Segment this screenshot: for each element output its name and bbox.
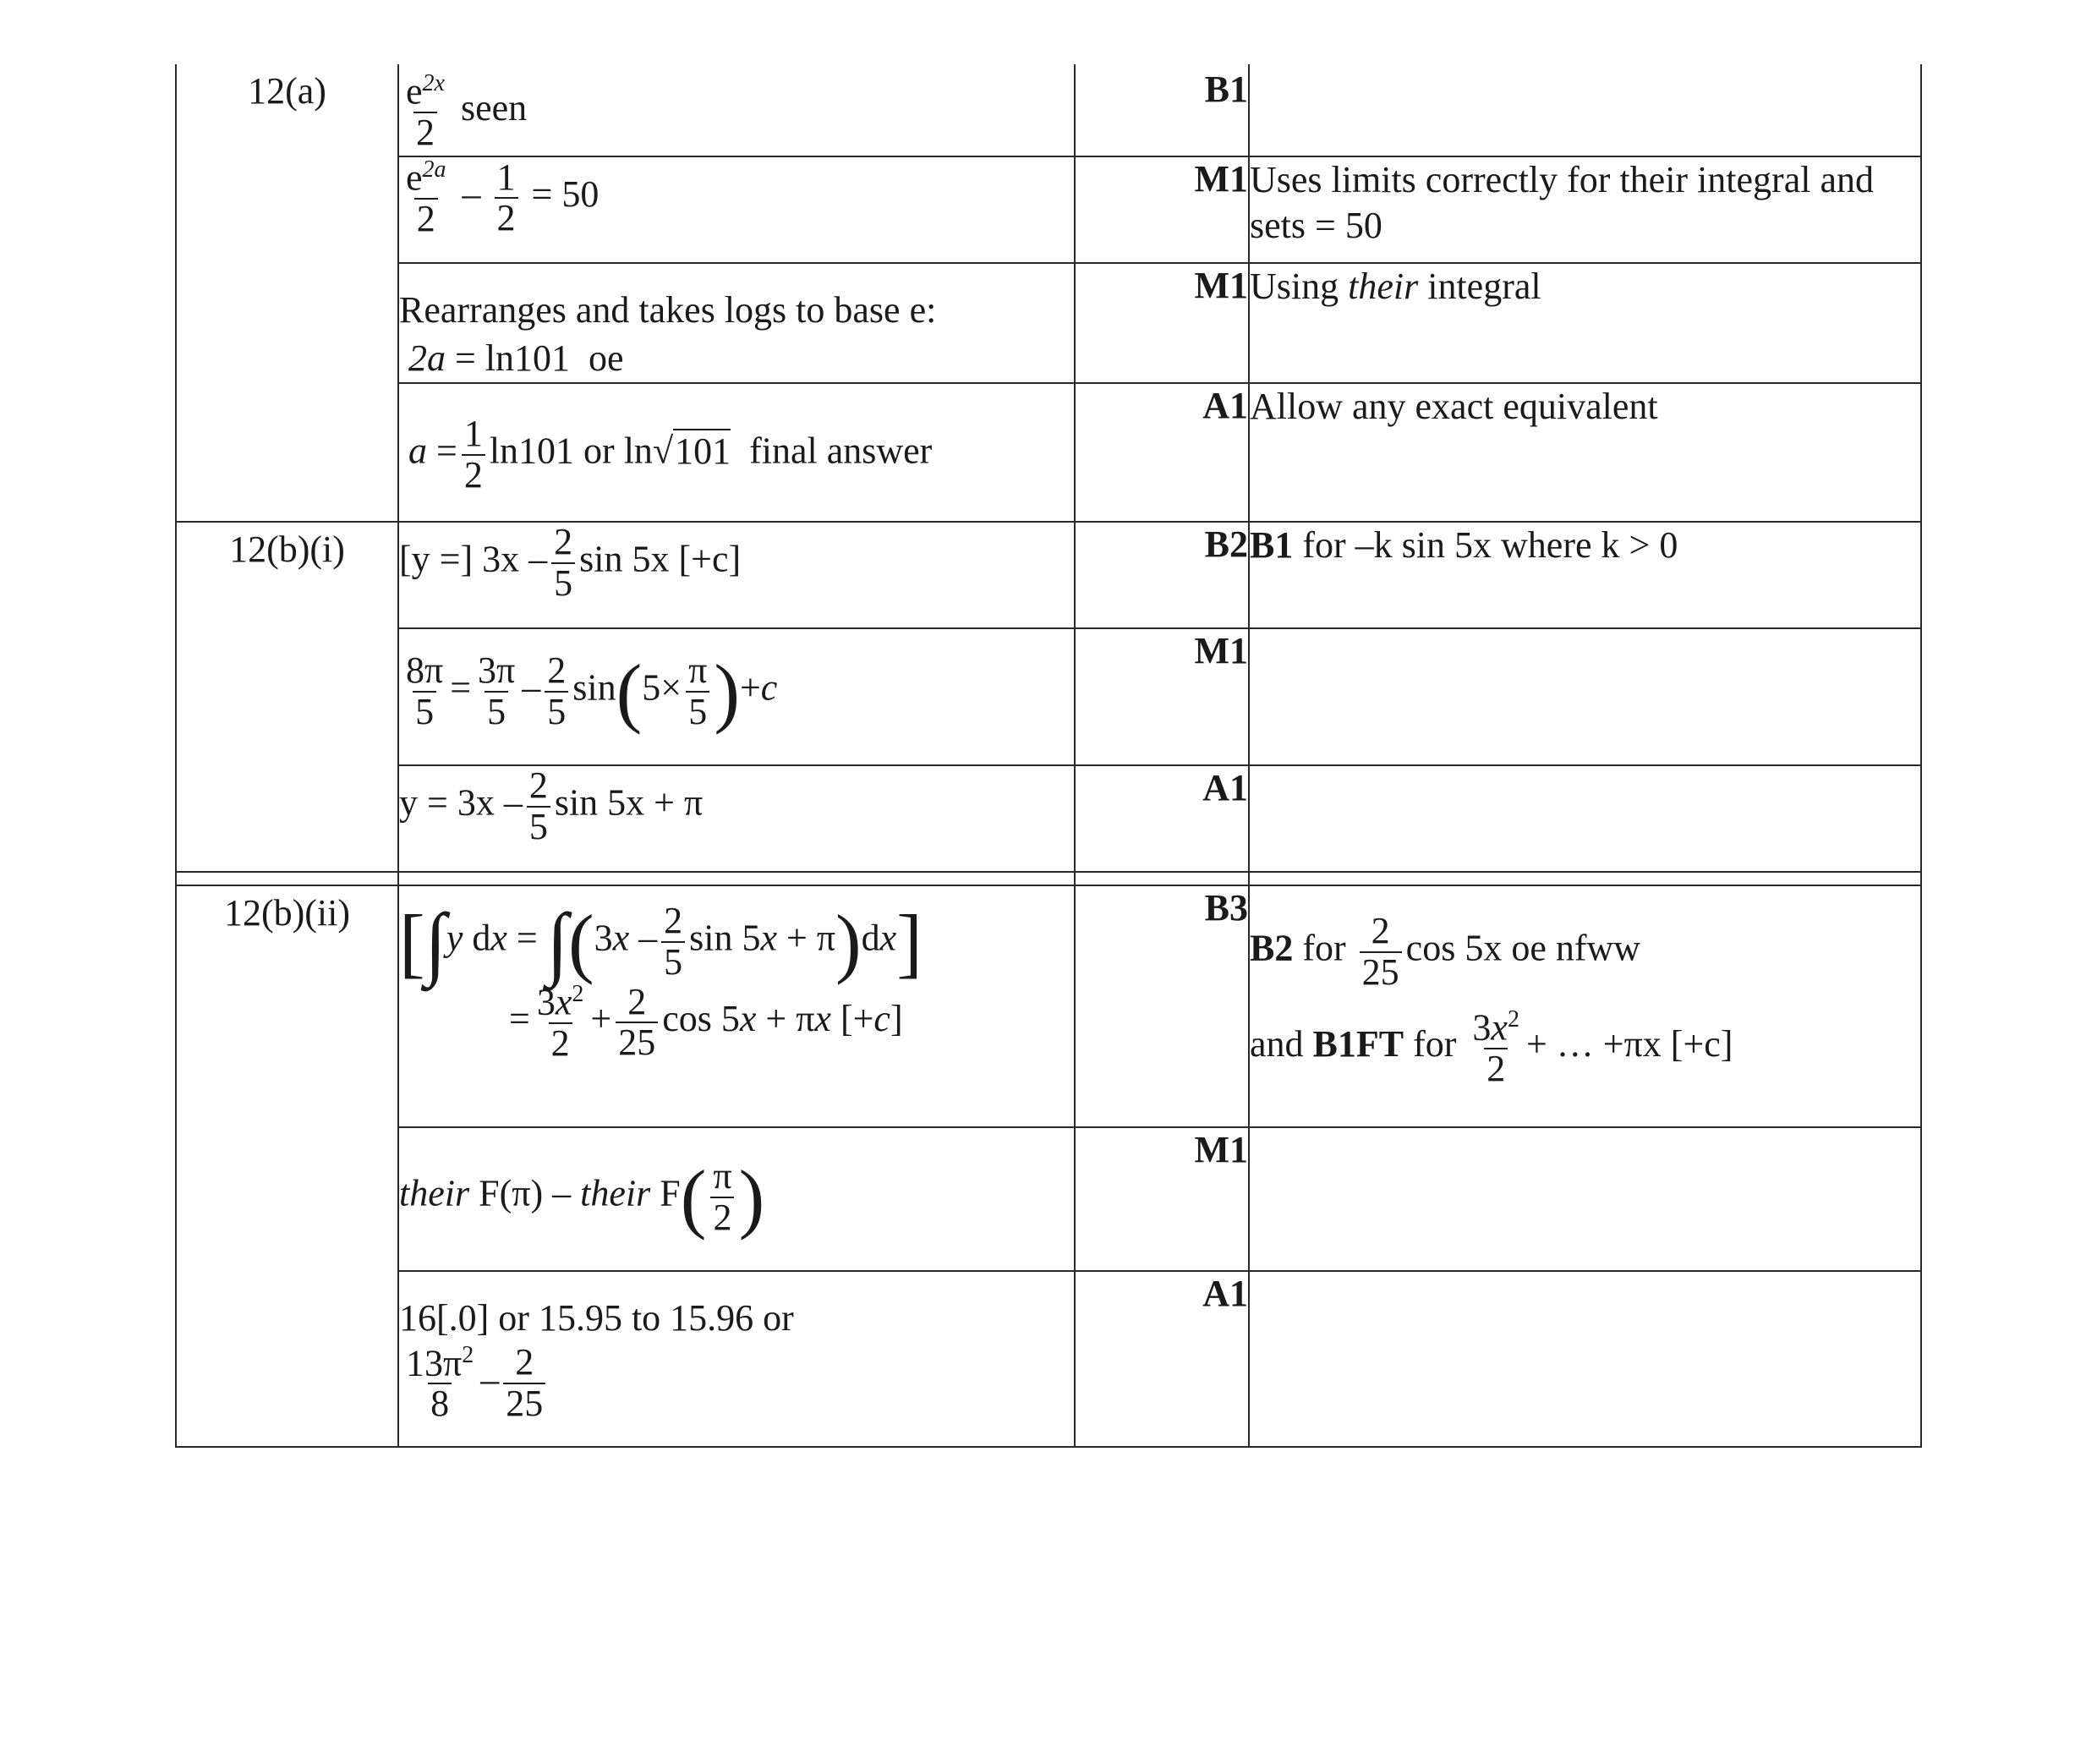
guidance-cell xyxy=(1249,1271,1921,1447)
question-number-cell xyxy=(176,885,398,1447)
guidance-cell: Allow any exact equivalent xyxy=(1249,383,1921,522)
question-number: 12(b)(i) xyxy=(229,529,345,571)
table-row xyxy=(176,522,1921,628)
mark-cell: B1 xyxy=(1075,64,1249,156)
mark-cell: M1 xyxy=(1075,263,1249,383)
answer-text: seen xyxy=(460,87,528,129)
table-row xyxy=(176,156,1921,263)
mark-cell: A1 xyxy=(1075,1271,1249,1447)
guidance-cell: Using their integral xyxy=(1249,263,1921,383)
answer-line: 16[.0] or 15.95 to 15.96 or xyxy=(399,1297,794,1339)
mark-cell: M1 xyxy=(1075,628,1249,765)
guidance-cell: B2 for $\frac{2}{25}$ cos 5x oe nfww and B1FT for $\frac{3x^2}{2}$ + … +πx [+c] xyxy=(1249,885,1921,1127)
answer-cell: $\frac{e^{2a}}{2}$ – $\frac{1}{2}$ = 50 xyxy=(398,156,1075,263)
table-row xyxy=(176,1271,1921,1447)
guidance-cell: Uses limits correctly for their integral and sets = 50 xyxy=(1249,156,1921,263)
table-row xyxy=(176,1127,1921,1271)
guidance-cell: B1 for –k sin 5x where k > 0 xyxy=(1249,522,1921,628)
mark-cell: A1 xyxy=(1075,383,1249,522)
row-separator xyxy=(176,872,1921,885)
answer-text: = 50 xyxy=(531,173,600,216)
mark-scheme-table xyxy=(175,64,1922,1448)
answer-cell xyxy=(398,263,1075,383)
question-number-cell xyxy=(176,522,398,872)
answer-cell: 16[.0] or 15.95 to 15.96 or $\frac{13\pi^2}{8}$ – $\frac{2}{25}$ xyxy=(398,1271,1075,1447)
answer-cell: [y =] 3x – $\frac{2}{5}$ sin 5x [+c] xyxy=(398,522,1075,628)
guidance-cell xyxy=(1249,628,1921,765)
answer-cell: y = 3x – $\frac{2}{5}$ sin 5x + π xyxy=(398,765,1075,872)
fraction: $\frac{e^{2x}}{2}$ xyxy=(406,70,445,153)
table-row xyxy=(176,765,1921,872)
mark-cell: M1 xyxy=(1075,1127,1249,1271)
guidance-cell xyxy=(1249,765,1921,872)
answer-cell: a = $\frac{1}{2}$ ln101 or ln√101 final answer xyxy=(398,383,1075,522)
table-row xyxy=(176,263,1921,383)
answer-cell: $\frac{8\pi}{5}$ = $\frac{3\pi}{5}$ – $\frac{2}{5}$ sin(5× $\frac{\pi}{5}$ )+c xyxy=(398,628,1075,765)
answer-cell: [∫y dx = ∫(3x – $\frac{2}{5}$ sin 5x + π)dx] = $\frac{3x^2}{2}$ + $\frac{2}{25}$ cos 5x + πx [+c] xyxy=(398,885,1075,1127)
guidance-cell xyxy=(1249,1127,1921,1271)
mark-cell: M1 xyxy=(1075,156,1249,263)
table-row xyxy=(176,885,1921,1127)
table-row xyxy=(176,628,1921,765)
table-row xyxy=(176,383,1921,522)
question-number: 12(b)(ii) xyxy=(223,892,351,934)
mark-cell: B2 xyxy=(1075,522,1249,628)
guidance-cell xyxy=(1249,64,1921,156)
answer-cell xyxy=(398,64,1075,156)
answer-cell: their F(π) – their F( $\frac{\pi}{2}$ ) xyxy=(398,1127,1075,1271)
answer-line: 2a = ln101 oe xyxy=(399,337,624,380)
question-number-cell xyxy=(176,64,398,522)
question-number: 12(a) xyxy=(248,70,326,112)
mark-cell: A1 xyxy=(1075,765,1249,872)
answer-line: Rearranges and takes logs to base e: xyxy=(399,289,937,331)
mark-cell: B3 xyxy=(1075,885,1249,1127)
table-row xyxy=(176,64,1921,156)
